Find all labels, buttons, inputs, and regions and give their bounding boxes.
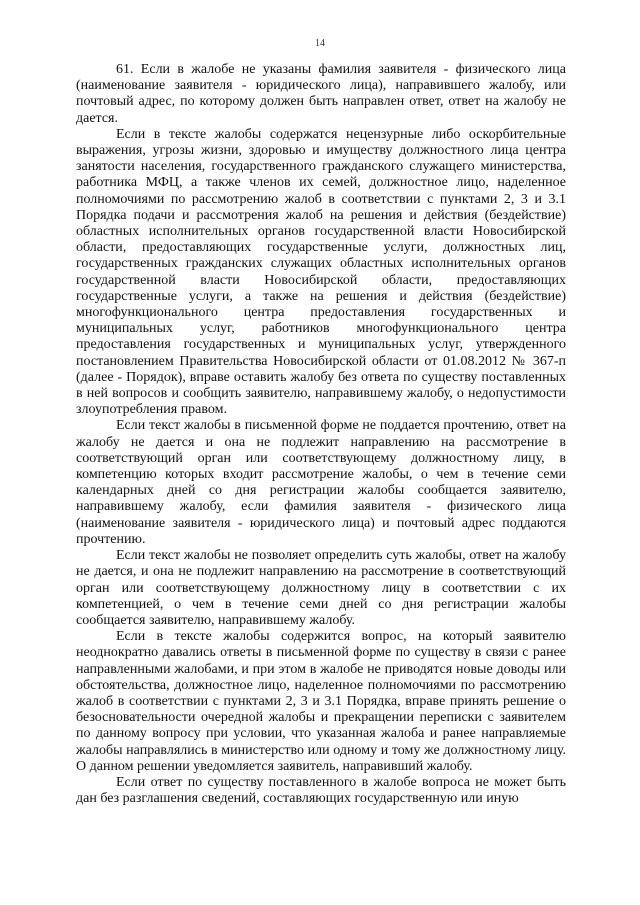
document-body bbox=[76, 62, 566, 807]
paragraph-61: 61. Если в жалобе не указаны фамилия заявителя - физического лица (наименование заявителя - юридического лица), направившего жалобу, или почтовый адрес, по которому должен быть направлен ответ, ответ на жалобу не дается. bbox=[76, 62, 566, 126]
paragraph-state-secret: Если ответ по существу поставленного в жалобе вопроса не может быть дан без разглашения сведений, составляющих государственную или иную bbox=[76, 774, 566, 807]
paragraph-unclear-essence: Если текст жалобы не позволяет определить суть жалобы, ответ на жалобу не дается, и она не подлежит направлению на рассмотрение в соответствующий орган или соответствующему должностному лицу в соответствии с их компетенцией, о чем в течение семи дней со дня регистрации жалобы сообщается заявителю, направившему жалобу. bbox=[76, 548, 566, 628]
paragraph-offensive-content: Если в тексте жалобы содержатся нецензурные либо оскорбительные выражения, угрозы жизни, здоровью и имуществу должностного лица центра занятости населения, государственного гражданского служащего министерства, работника МФЦ, а также членов их семей, должностное лицо, наделенное полномочиями по рассмотрению жалоб в соответствии с пунктами 2, 3 и 3.1 Порядка подачи и рассмотрения жалоб на решения и действия (бездействие) областных исполнительных органов государственной власти Новосибирской области, предоставляющих государственные услуги, должностных лиц, государственных гражданских служащих областных исполнительных органов государственной власти Новосибирской области, предоставляющих государственные услуги, а также на решения и действия (бездействие) многофункционального центра предоставления государственных и муниципальных услуг, работников многофункционального центра предоставления государственных и муниципальных услуг, утвержденного постановлением Правительства Новосибирской области от 01.08.2012 № 367-п (далее - Порядок), вправе оставить жалобу без ответа по существу поставленных в ней вопросов и сообщить заявителю, направившему жалобу, о недопустимости злоупотребления правом. bbox=[76, 126, 566, 418]
paragraph-repeated-question: Если в тексте жалобы содержится вопрос, на который заявителю неоднократно давались ответы в письменной форме по существу в связи с ранее направленными жалобами, и при этом в жалобе не приводятся новые доводы или обстоятельства, должностное лицо, наделенное полномочиями по рассмотрению жалоб в соответствии с пунктами 2, 3 и 3.1 Порядка, вправе принять решение о безосновательности очередной жалобы и прекращении переписки с заявителем по данному вопросу при условии, что указанная жалоба и ранее направляемые жалобы направлялись в министерство или одному и тому же должностному лицу. О данном решении уведомляется заявитель, направивший жалобу. bbox=[76, 629, 566, 774]
page-number: 14 bbox=[315, 38, 325, 49]
paragraph-unreadable-text: Если текст жалобы в письменной форме не поддается прочтению, ответ на жалобу не дается и она не подлежит направлению на рассмотрение в соответствующий орган или соответствующему должностному лицу, в компетенцию которых входит рассмотрение жалобы, о чем в течение семи календарных дней со дня регистрации жалобы сообщается заявителю, направившему жалобу, если фамилия заявителя - физического лица (наименование заявителя - юридического лица) и почтовый адрес поддаются прочтению. bbox=[76, 418, 566, 547]
